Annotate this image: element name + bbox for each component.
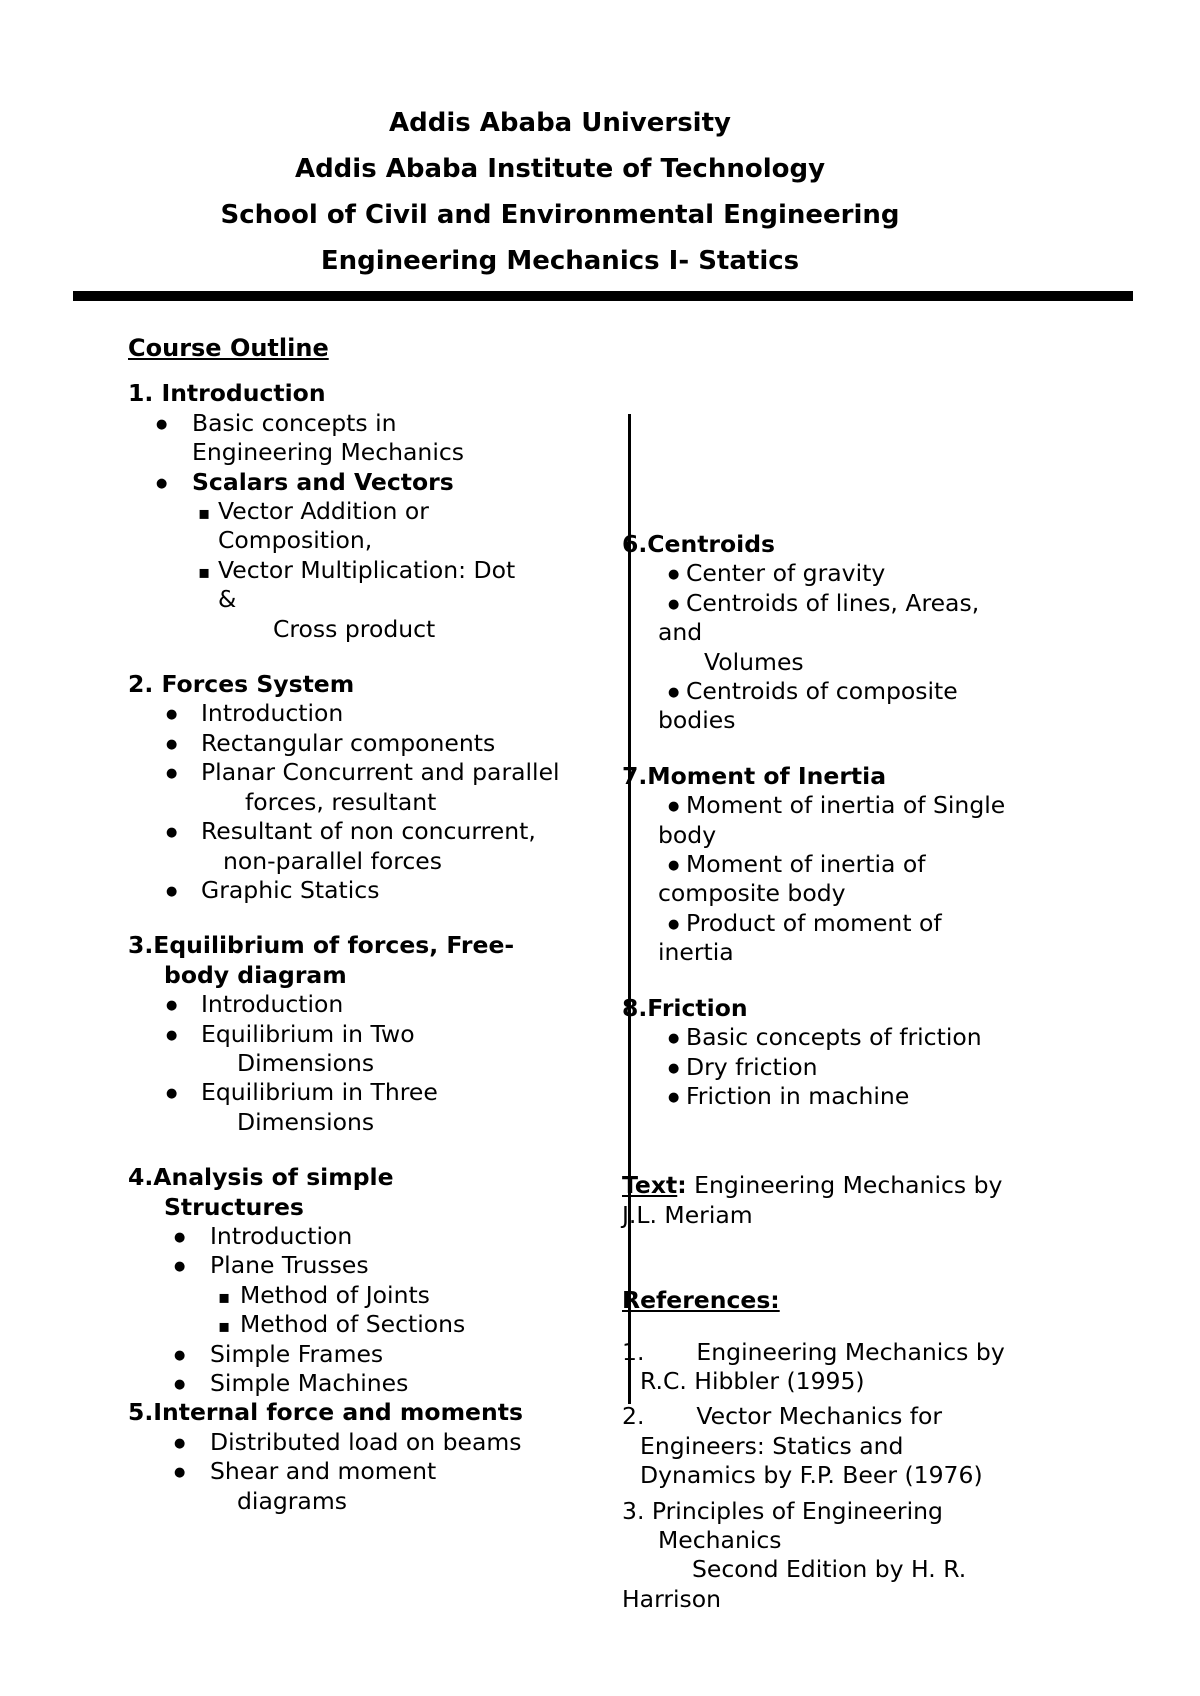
bullet-icon [668,1053,679,1086]
bullet-icon [166,817,177,850]
list-item: ● Shear and moment diagrams [128,1457,628,1516]
section-friction [622,994,1102,1112]
list-item: ● Moment of inertia of composite body [622,850,1102,909]
square-bullet-icon [198,497,210,528]
bullet-icon [668,559,679,592]
bullet-icon [668,850,679,883]
list-item: ● Graphic Statics [128,876,628,905]
bullet-icon [668,909,679,942]
bullet-icon [668,1023,679,1056]
bullet-icon [174,1457,185,1490]
section-title: 1. Introduction [128,379,326,408]
list-item: ▪ Method of Sections [128,1310,628,1339]
list-item: ● Simple Machines [128,1369,628,1398]
section-equilibrium [128,931,628,1137]
bullet-icon [166,990,177,1023]
section-title: 2. Forces System [128,670,355,699]
section-title-cont: Structures [164,1192,304,1221]
list-item: ● Center of gravity [622,559,1102,588]
list-item: ● Basic concepts in Engineering Mechanics [128,409,628,468]
list-item: ▪ Vector Multiplication: Dot & Cross product [128,556,628,644]
list-item: ● Product of moment of inertia [622,909,1102,968]
list-item: ● Resultant of non concurrent, non-parallel forces [128,817,628,876]
bullet-icon [166,1078,177,1111]
text-label: Text [622,1171,678,1200]
list-item: ● Basic concepts of friction [622,1023,1102,1052]
header-divider [73,291,1133,301]
bullet-icon [166,1020,177,1053]
bullet-icon [668,589,679,622]
bullet-icon [166,729,177,762]
section-internal-forces [128,1398,628,1516]
bullet-icon [156,468,167,501]
university-name: Addis Ababa University [389,108,731,138]
list-item: ● Equilibrium in Two Dimensions [128,1020,628,1079]
section-forces-system [128,670,628,905]
reference-item: 2. Vector Mechanics for Engineers: Statics and Dynamics by F.P. Beer (1976) [622,1402,983,1490]
bullet-icon [174,1251,185,1284]
list-item: ● Equilibrium in Three Dimensions [128,1078,628,1137]
bullet-icon [166,876,177,909]
list-item: ▪ Vector Addition or Composition, [128,497,628,556]
bullet-icon [668,1082,679,1115]
section-title: 4.Analysis of simple [128,1163,394,1192]
left-column [128,334,628,1542]
textbook-reference: Text: Engineering Mechanics by J.L. Meriam [622,1171,1003,1229]
square-bullet-icon [218,1310,230,1341]
list-item: ● Simple Frames [128,1340,628,1369]
bullet-icon [156,409,167,442]
bullet-icon [668,791,679,824]
reference-item: 3. Principles of Engineering Mechanics Second Edition by H. R. Harrison [622,1496,967,1613]
bullet-icon [174,1428,185,1461]
reference-item: 1. Engineering Mechanics by R.C. Hibbler (1995) [622,1337,1005,1395]
list-item: ● Scalars and Vectors [128,468,628,497]
section-title: 6.Centroids [622,530,776,558]
bullet-icon [166,758,177,791]
square-bullet-icon [218,1281,230,1312]
references-list [622,1286,1102,1614]
square-bullet-icon [198,556,210,587]
bullet-icon [174,1222,185,1255]
references-title: References: [622,1286,780,1315]
section-introduction [128,379,628,644]
list-item: ● Friction in machine [622,1082,1102,1111]
list-item: ● Centroids of composite bodies [622,677,1102,736]
section-centroids [622,530,1102,736]
section-title: 5.Internal force and moments [128,1398,523,1427]
section-title: 8.Friction [622,993,748,1022]
bullet-icon [166,699,177,732]
list-item: ● Introduction [128,699,628,728]
course-title: Engineering Mechanics I- Statics [320,246,800,276]
document-header [0,100,1120,284]
section-title: 3.Equilibrium of forces, Free- [128,931,515,960]
list-item: ● Planar Concurrent and parallel forces, resultant [128,758,628,817]
school-name: School of Civil and Environmental Engineering [220,200,900,230]
bullet-icon [174,1369,185,1402]
bullet-icon [174,1340,185,1373]
list-item: ▪ Method of Joints [128,1281,628,1310]
section-title: 7.Moment of Inertia [622,761,887,790]
list-item: ● Rectangular components [128,729,628,758]
list-item: ● Introduction [128,1222,628,1251]
institute-name: Addis Ababa Institute of Technology [294,154,826,184]
list-item: ● Dry friction [622,1053,1102,1082]
section-analysis-structures [128,1163,628,1398]
section-moment-of-inertia [622,762,1102,968]
outline-title: Course Outline [128,334,329,362]
list-item: ● Centroids of lines, Areas, and Volumes [622,589,1102,677]
list-item: ● Moment of inertia of Single body [622,791,1102,850]
list-item: ● Introduction [128,990,628,1019]
right-column [622,530,1102,1620]
list-item: ● Plane Trusses [128,1251,628,1280]
list-item: ● Distributed load on beams [128,1428,628,1457]
bullet-icon [668,677,679,710]
section-title-cont: body diagram [164,960,347,989]
